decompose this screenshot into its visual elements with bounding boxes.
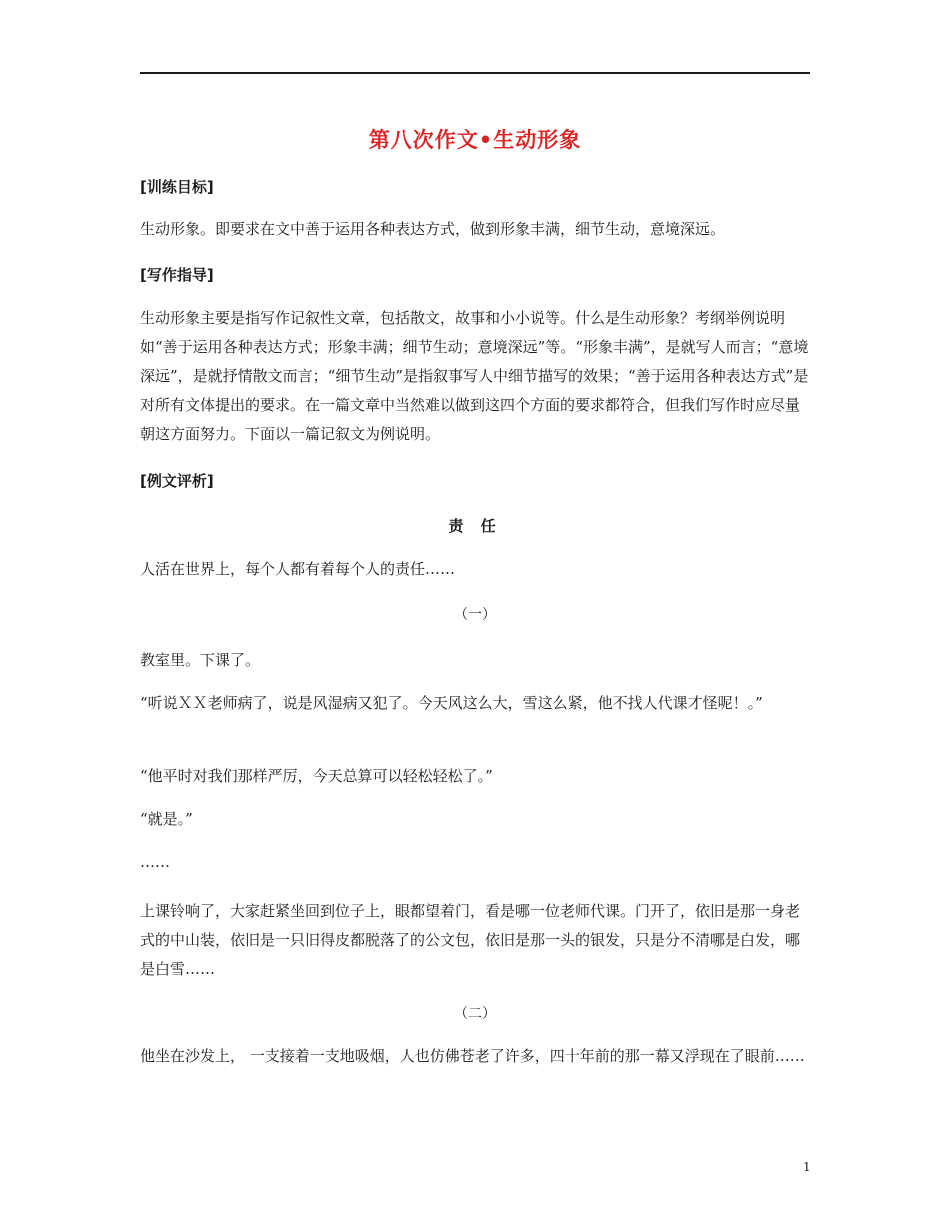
- essay-paragraph: ……: [140, 853, 170, 871]
- section-heading-writing-guidance: [写作指导]: [140, 266, 214, 284]
- document-title: 第八次作文•生动形象: [368, 128, 582, 152]
- essay-intro: 人活在世界上，每个人都有着每个人的责任……: [140, 560, 456, 578]
- essay-paragraph: 教室里。下课了。: [140, 651, 261, 669]
- header-rule: [140, 72, 810, 74]
- training-goal-text: 生动形象。即要求在文中善于运用各种表达方式，做到形象丰满，细节生动，意境深远。: [140, 220, 726, 238]
- essay-paragraph: “就是。”: [140, 810, 193, 828]
- essay-title: 责 任: [448, 517, 502, 535]
- section-heading-example-review: [例文评析]: [140, 472, 214, 490]
- essay-part-two-label: （二）: [454, 1006, 496, 1022]
- essay-paragraph: “他平时对我们那样严厉，今天总算可以轻松轻松了。”: [140, 767, 493, 785]
- section-heading-training-goal: [训练目标]: [140, 178, 214, 196]
- essay-paragraph: 上课铃响了，大家赶紧坐回到位子上，眼都望着门，看是哪一位老师代课。门开了，依旧是那一身老式的中山装，依旧是一只旧得皮都脱落了的公文包，依旧是那一头的银发，只是分不清哪是白发，哪是白雪……: [140, 902, 801, 978]
- essay-paragraph: “听说ＸＸ老师病了，说是风湿病又犯了。今天风这么大，雪这么紧，他不找人代课才怪呢！。”: [140, 694, 763, 712]
- writing-guidance-text: 生动形象主要是指写作记叙性文章，包括散文，故事和小小说等。什么是生动形象？考纲举例说明如“善于运用各种表达方式；形象丰满；细节生动；意境深远”等。“形象丰满”，是就写人而言；“意境深远”，是就抒情散文而言；“细节生动”是指叙事写人中细节描写的效果；“善于运用各种表达方式”是对所有文体提出的要求。在一篇文章中当然难以做到这四个方面的要求都符合，但我们写作时应尽量朝这方面努力。下面以一篇记叙文为例说明。: [140, 309, 809, 443]
- essay-paragraph: 他坐在沙发上， 一支接着一支地吸烟，人也仿佛苍老了许多，四十年前的那一幕又浮现在了眼前……: [140, 1047, 805, 1065]
- essay-part-one-label: （一）: [454, 607, 496, 623]
- page-number: 1: [803, 1160, 811, 1174]
